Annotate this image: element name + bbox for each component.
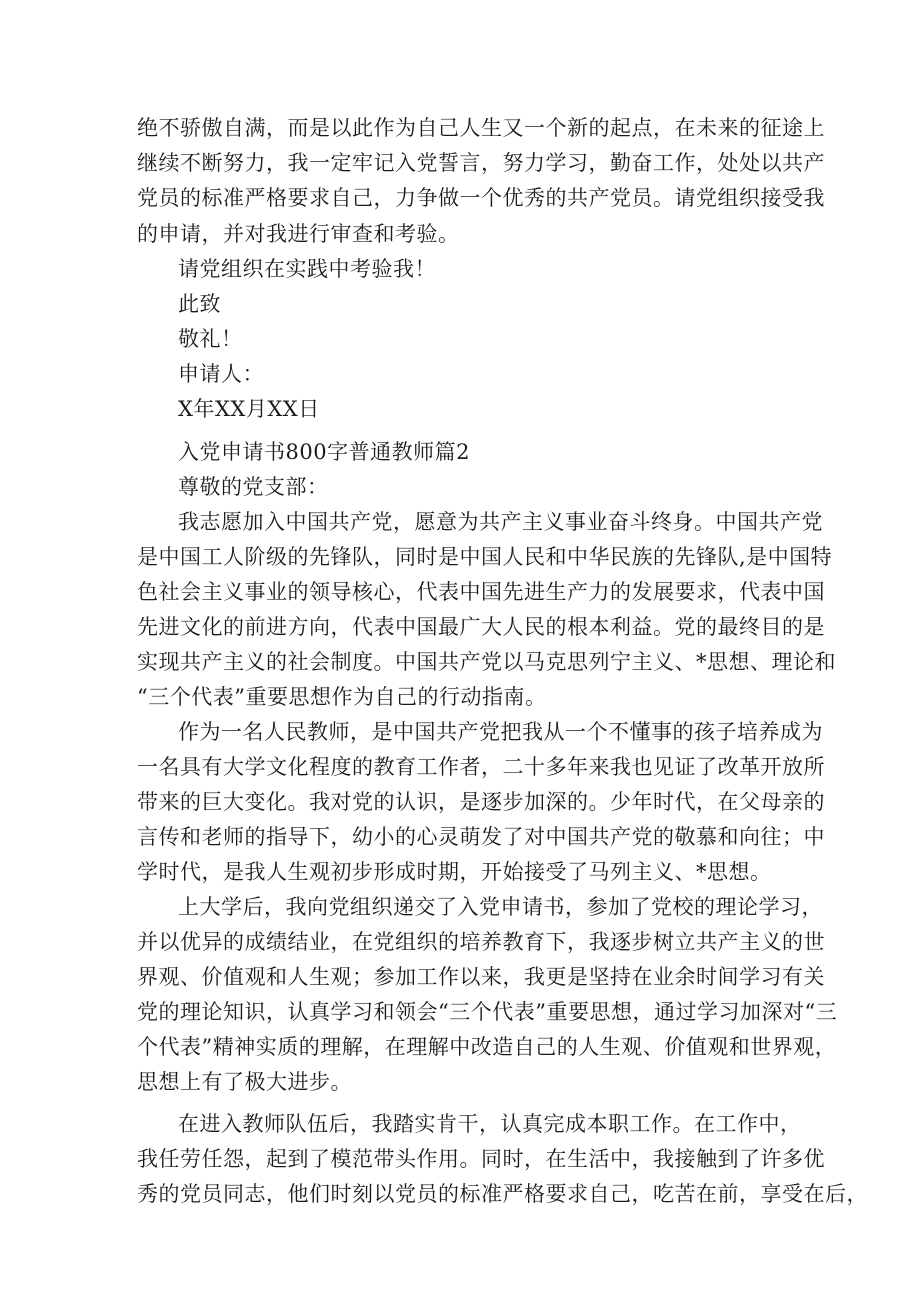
text-line: 的申请，并对我进行审查和考验。 — [137, 222, 460, 246]
text-line: 党员的标准严格要求自己，力争做一个优秀的共产党员。请党组织接受我 — [137, 186, 825, 210]
section-title: 入党申请书800字普通教师篇2 — [178, 440, 470, 464]
text-line: 在进入教师队伍后，我踏实肯干，认真完成本职工作。在工作中， — [178, 1112, 802, 1136]
text-line: 我任劳任怨，起到了模范带头作用。同时，在生活中，我接触到了许多优 — [137, 1147, 825, 1171]
text-line: 党的理论知识，认真学习和领会“三个代表”重要思想，通过学习加深对“三 — [137, 1000, 838, 1024]
text-line: 先进文化的前进方向，代表中国最广大人民的根本利益。党的最终目的是 — [137, 615, 825, 639]
date-line: X年XX月XX日 — [178, 397, 320, 421]
text-line: 学时代，是我人生观初步形成时期，开始接受了马列主义、*思想。 — [137, 860, 772, 884]
text-line: 带来的巨大变化。我对党的认识，是逐步加深的。少年时代，在父母亲的 — [137, 790, 825, 814]
greeting: 尊敬的党支部： — [178, 475, 329, 499]
text-line: 个代表”精神实质的理解，在理解中改造自己的人生观、价值观和世界观， — [137, 1035, 837, 1059]
text-line: 绝不骄傲自满，而是以此作为自己人生又一个新的起点，在未来的征途上 — [137, 116, 825, 140]
closing-respect: 敬礼！ — [178, 327, 243, 351]
text-line: “三个代表”重要思想作为自己的行动指南。 — [137, 685, 547, 709]
text-line: 请党组织在实践中考验我！ — [178, 257, 436, 281]
text-line: 界观、价值观和人生观；参加工作以来，我更是坚持在业余时间学习有关 — [137, 965, 825, 989]
text-line: 一名具有大学文化程度的教育工作者，二十多年来我也见证了改革开放所 — [137, 755, 825, 779]
text-line: 并以优异的成绩结业，在党组织的培养教育下，我逐步树立共产主义的世 — [137, 930, 825, 954]
text-line: 思想上有了极大进步。 — [137, 1070, 352, 1094]
text-line: 言传和老师的指导下，幼小的心灵萌发了对中国共产党的敬慕和向往；中 — [137, 825, 825, 849]
text-line: 继续不断努力，我一定牢记入党誓言，努力学习，勤奋工作，处处以共产 — [137, 151, 825, 175]
text-line: 秀的党员同志，他们时刻以党员的标准严格要求自己，吃苦在前，享受在后， — [137, 1182, 868, 1206]
closing-salutation: 此致 — [178, 292, 221, 316]
text-line: 是中国工人阶级的先锋队，同时是中国人民和中华民族的先锋队,是中国特 — [137, 545, 833, 569]
text-line: 色社会主义事业的领导核心，代表中国先进生产力的发展要求，代表中国 — [137, 580, 825, 604]
text-line: 上大学后，我向党组织递交了入党申请书，参加了党校的理论学习， — [178, 895, 823, 919]
applicant-label: 申请人： — [178, 362, 264, 386]
text-line: 实现共产主义的社会制度。中国共产党以马克思列宁主义、*思想、理论和 — [137, 650, 836, 674]
text-line: 我志愿加入中国共产党，愿意为共产主义事业奋斗终身。中国共产党 — [178, 510, 823, 534]
text-line: 作为一名人民教师，是中国共产党把我从一个不懂事的孩子培养成为 — [178, 720, 823, 744]
